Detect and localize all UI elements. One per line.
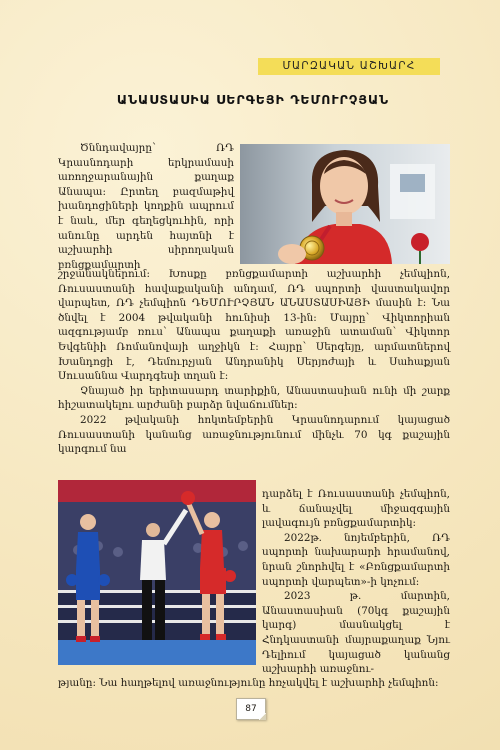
photo-portrait-image [240,144,450,264]
paragraph-2022-champion-side: դարձել է Ռուսաստանի չեմպիոն, և ճանաչվել միջազգային լավագույն բռնցքամարտիկ: [262,488,450,530]
paragraph-master-of-sport: 2022թ. նոյեմբերին, ՌԴ սպորտի նախարարի հրամանով, նրան շնորհվել է «Բռնցքամարտի սպորտի վարպետ»-ի կոչում: [262,531,450,588]
article-body-full [58,267,450,457]
section-banner: ՄԱՐԶԱԿԱՆ ԱՇԽԱՐՀ [258,58,440,75]
article-column-top [58,141,234,272]
photo-ring-victory [58,480,256,665]
page-number: 87 [236,698,266,720]
article-title: ԱՆԱՍՏԱՍԻԱ ՍԵՐԳԵՅԻ ԴԵՄՈՒՐՉՅԱՆ [116,92,390,107]
article-body-end [58,676,450,691]
paragraph-biography: շրջանակներում: Խոսքը բռնցքամարտի աշխարհի չեմպիոն, Ռուսաստանի հավաքականի անդամ, ՌԴ սպորտի վաստակավոր վարպետ, ՌԴ չեմպիոն ԴԵՄՈՒՐՉՅԱՆ ԱՆԱՍՏԱՍԻԱՅԻ մասին է: Նա ծնվել է 2004 թվականի հունիսի 13-ին: Մայրը՝ Վիկտորիան ազգությամբ ռուս՝ Անապա քաղաքի առաջին ատաման՝ Վիկտոր Եվգենիի Ռոմանովայի աղջիկն է: Հայրը՝ Սերգեյը, արմատներով Խանդոցի է, Դեմուրչյան Անդրանիկ Սերյոժայի և Սահաքյան Սուսաննա Վարդգեսի տղան է: [58,268,450,383]
paragraph-2023-worlds: 2023 թ. մարտին, Անաստասիան (70կգ քաշային կարգ) մասնակցել է Հնդկաստանի մայրաքաղաք Նյու Դելիում կայացած կանանց աշխարհի առաջնու- [262,590,450,676]
paragraph-2022-championship: 2022 թվականի հոկտեմբերին Կրասնոդարում կայացած Ռուսաստանի կանանց առաջնությունում մինչև 70 կգ քաշային կարգում նա [58,413,450,456]
article-column-side [262,487,450,677]
paragraph-birthplace: Ծննդավայրը՝ ՌԴ Կրասնոդարի երկրամասի առողջարանային քաղաք Անապա: Ըրտեղ բազմաթիվ խանդոցիների կողքին ապրում է նաև, մեր գեղեցկուհին, որի անունը արդեն հայտնի է աշխարհի սիրողական բռնցքամարտի [58,142,234,271]
paragraph-achievements-intro: Չնայած իր երիտասարդ տարիքին, Անաստասիան ունի մի շարք հիշատակելու արժանի բարձր նվաճումներ: [58,384,450,412]
photo-boxer-with-medal [240,144,450,264]
photo-ring-image [58,480,256,665]
paragraph-world-champion: թյանը: Նա հաղթելով առաջնությունը հռչակվել է աշխարհի չեմպիոն: [58,677,439,689]
